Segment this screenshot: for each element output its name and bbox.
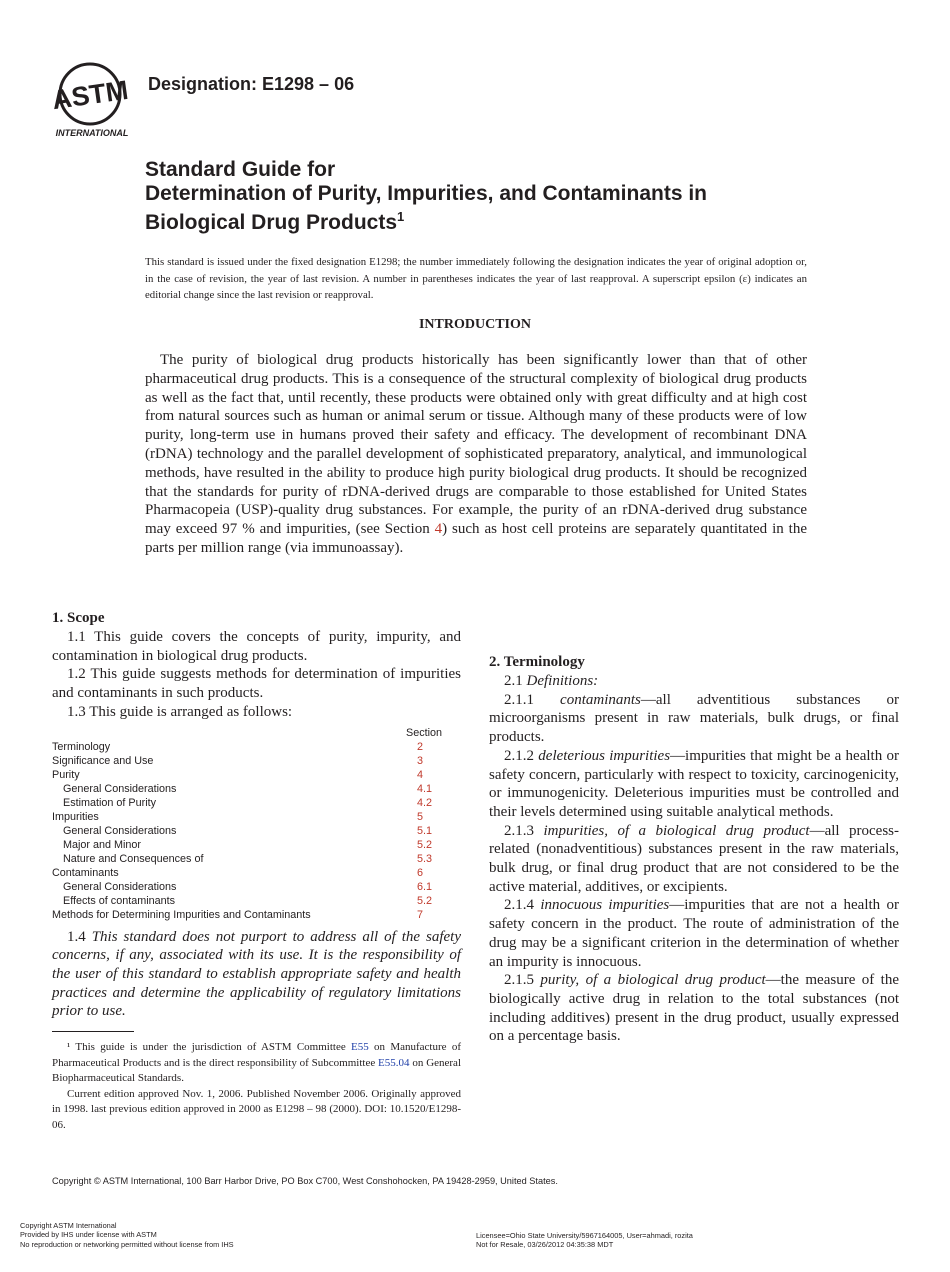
toc-row-label: Purity: [52, 768, 80, 781]
license-info-left: [20, 1221, 234, 1249]
definition-text: —all adventitious substances or microorganisms present in raw materials, bulk drugs, or final products.: [489, 691, 899, 746]
section-4-link[interactable]: 4: [434, 521, 443, 538]
definition-term: impurities, of a biological drug product: [543, 822, 810, 839]
title-footnote-mark: 1: [397, 209, 405, 224]
toc-row: [52, 782, 461, 796]
toc-row-label: Estimation of Purity: [63, 796, 157, 809]
footnote-1-text-c: on General Biopharmaceutical Standards.: [52, 1056, 461, 1085]
footnote-divider: [52, 1031, 134, 1032]
terminology-2-1-label: Definitions:: [526, 673, 599, 689]
terminology-heading: 2. Terminology: [489, 654, 585, 670]
terminology-2-1: [489, 672, 899, 691]
definition-term: innocuous impurities: [540, 897, 670, 914]
toc-row: [52, 866, 461, 880]
standard-notice: This standard is issued under the fixed designation E1298; the number immediately following the designation indicates the year of original adoption or, in the case of revision, the year of last revision. A number in parentheses indicates the year of last reapproval. A superscript epsilon (ε) indicates an editorial change since the last revision or reapproval.: [145, 256, 807, 301]
toc-rows: [52, 740, 461, 922]
toc-section-link[interactable]: 5: [417, 810, 424, 823]
terminology-2-1-num: 2.1: [504, 673, 523, 689]
toc-header-row: [52, 726, 461, 740]
scope-1-2: 1.2 This guide suggests methods for determination of impurities and contaminants in such products.: [52, 666, 461, 702]
logo-text: ASTM: [52, 74, 131, 116]
definition-item: [489, 896, 899, 971]
astm-logo-icon: [52, 60, 136, 138]
astm-logo: [52, 60, 136, 138]
introduction-text: [145, 351, 807, 558]
footnote-1-text-b: on Manufacture of Pharmaceutical Products and is the direct responsibility of Subcommittee: [52, 1041, 461, 1069]
toc-row: [52, 754, 461, 768]
license-line: Copyright ASTM International: [20, 1221, 117, 1230]
title-line-1: Standard Guide for: [145, 158, 336, 181]
toc-section-link[interactable]: 3: [417, 754, 424, 767]
definition-item: [489, 747, 899, 822]
toc-row: [52, 824, 461, 838]
definition-term: contaminants: [560, 691, 641, 708]
scope-1-4: [52, 928, 461, 1022]
toc-section-link[interactable]: 6.1: [417, 880, 433, 893]
committee-e55-link[interactable]: E55: [351, 1041, 369, 1054]
left-column: [52, 608, 461, 1133]
toc-row-label: Terminology: [52, 740, 111, 753]
toc-row: [52, 838, 461, 852]
license-line: Licensee=Ohio State University/5967164005, User=ahmadi, rozita: [476, 1231, 693, 1240]
logo-subtext: INTERNATIONAL: [55, 128, 129, 138]
toc-row-label: General Considerations: [63, 880, 177, 893]
toc-row: [52, 810, 461, 824]
toc-row-label: Nature and Consequences of: [63, 852, 204, 865]
copyright-notice: Copyright © ASTM International, 100 Barr Harbor Drive, PO Box C700, West Conshohocken, PA 19428-2959, United States.: [52, 1176, 558, 1186]
title-line-3: [145, 205, 865, 235]
intro-text-part1: The purity of biological drug products historically has been significantly lower than that of other pharmaceutical drug products. This is a consequence of the structural complexity of biological drug products as well as the fact that, until recently, these products were obtained only with great difficulty and at high cost from natural sources such as human or animal serum or tissue. Although many of these products were of low purity, long-term use in humans proved their safety and efficacy. The development of recombinant DNA (rDNA) technology and the parallel development of sophisticated preparatory, analytical, and immunological methods, have resulted in the ability to produce high purity biological drug products. It should be recognized that the standards for purity of rDNA-derived drugs are comparable to those established for United States Pharmacopeia (USP)-quality drug substances. For example, the purity of an rDNA-derived drug substance may exceed 97 % and impurities, (see Section: [145, 352, 807, 538]
toc-row-label: Major and Minor: [63, 838, 142, 851]
title-line-3-text: Biological Drug Products: [145, 211, 398, 234]
title-line-2: Determination of Purity, Impurities, and Contaminants in: [145, 181, 707, 205]
designation: Designation: E1298 – 06: [148, 74, 355, 94]
toc-section-link[interactable]: 4.1: [417, 782, 433, 795]
toc-section-link[interactable]: 2: [417, 740, 424, 753]
footnote-2: Current edition approved Nov. 1, 2006. Published November 2006. Originally approved in 1998. last previous edition approved in 2000 as E1298 – 98 (2000). DOI: 10.1520/E1298-06.: [52, 1087, 461, 1131]
toc-section-link[interactable]: 6: [417, 866, 424, 879]
definition-item: [489, 691, 899, 747]
toc-row: [52, 894, 461, 908]
toc-row-label: Impurities: [52, 810, 99, 823]
toc-row-label: Significance and Use: [52, 754, 154, 767]
footnote-1-text-a: ¹ This guide is under the jurisdiction of ASTM Committee: [67, 1041, 352, 1054]
right-column: [489, 608, 899, 1046]
definition-text: —impurities that are not a health or safety concern in the product. The route of administration of the drug may be a significant criterion in the determination of whether an impurity is innocuous.: [489, 897, 900, 970]
toc-row-label: Effects of contaminants: [63, 894, 176, 907]
toc-section-link[interactable]: 5.2: [417, 894, 433, 907]
toc-section-link[interactable]: 5.2: [417, 838, 433, 851]
definition-term: deleterious impurities: [538, 747, 671, 764]
definition-item: [489, 971, 899, 1046]
license-line: No reproduction or networking permitted without license from IHS: [20, 1239, 234, 1249]
scope-1-4-text: This standard does not purport to address all of the safety concerns, if any, associated with its use. It is the responsibility of the user of this standard to establish appropriate safety and health practices and determine the applicability of regulatory limitations prior to use.: [52, 928, 462, 1020]
document-title: [145, 158, 865, 235]
scope-1-4-num: 1.4: [67, 928, 86, 945]
toc-section-label: Section: [406, 726, 443, 739]
definition-text: —the measure of the biologically active drug in relation to the total substances (not including additives) present in the drug product, usually expressed on a percentage basis.: [489, 972, 899, 1045]
intro-text-part2: ) such as host cell proteins are separately quantitated in the parts per million range (via immunoassay).: [145, 521, 807, 556]
license-line: Provided by IHS under license with ASTM: [20, 1230, 157, 1240]
definition-number: 2.1.1: [504, 691, 534, 708]
definition-text: —impurities that might be a health or safety concern, particularly with respect to toxicity, carcinogenicity, or immunogenicity. Deleterious impurities must be controlled and their levels determined using suitable analytical methods.: [489, 747, 899, 820]
toc-section-link[interactable]: 4: [417, 768, 424, 781]
toc-row: [52, 852, 461, 866]
contents-table: [52, 726, 461, 922]
definition-item: [489, 822, 899, 897]
footnote-1: [52, 1040, 461, 1087]
toc-row: [52, 768, 461, 782]
license-line: Not for Resale, 03/26/2012 04:35:38 MDT: [476, 1240, 614, 1250]
toc-row: [52, 740, 461, 754]
scope-1-3: 1.3 This guide is arranged as follows:: [67, 703, 293, 720]
toc-row: [52, 880, 461, 894]
definition-text: —all process-related (nonadventitious) substances present in the raw materials, bulk drug, or final drug product that are not considered to be the active material, additives, or excipients.: [489, 822, 899, 895]
definition-number: 2.1.5: [504, 972, 534, 989]
toc-row-label: Contaminants: [52, 866, 119, 879]
license-info-right: [476, 1231, 693, 1250]
toc-section-link[interactable]: 4.2: [417, 796, 433, 809]
toc-row-label: General Considerations: [63, 824, 177, 837]
terminology-items: [489, 691, 899, 1046]
toc-row: [52, 908, 461, 922]
definition-number: 2.1.2: [504, 747, 534, 764]
definition-number: 2.1.4: [504, 897, 534, 914]
definition-term: purity, of a biological drug product: [540, 972, 766, 989]
toc-section-link[interactable]: 7: [417, 908, 424, 921]
toc-row-label: General Considerations: [63, 782, 177, 795]
toc-row: [52, 796, 461, 810]
toc-section-link[interactable]: 5.1: [417, 824, 433, 837]
scope-1-1: 1.1 This guide covers the concepts of purity, impurity, and contamination in biological drug products.: [52, 629, 461, 664]
scope-heading: 1. Scope: [52, 610, 105, 626]
toc-row-label: Methods for Determining Impurities and Contaminants: [52, 908, 311, 921]
definition-number: 2.1.3: [504, 822, 534, 839]
introduction-heading: INTRODUCTION: [418, 317, 531, 332]
toc-section-link[interactable]: 5.3: [417, 852, 433, 865]
subcommittee-e55-04-link[interactable]: E55.04: [378, 1056, 410, 1069]
